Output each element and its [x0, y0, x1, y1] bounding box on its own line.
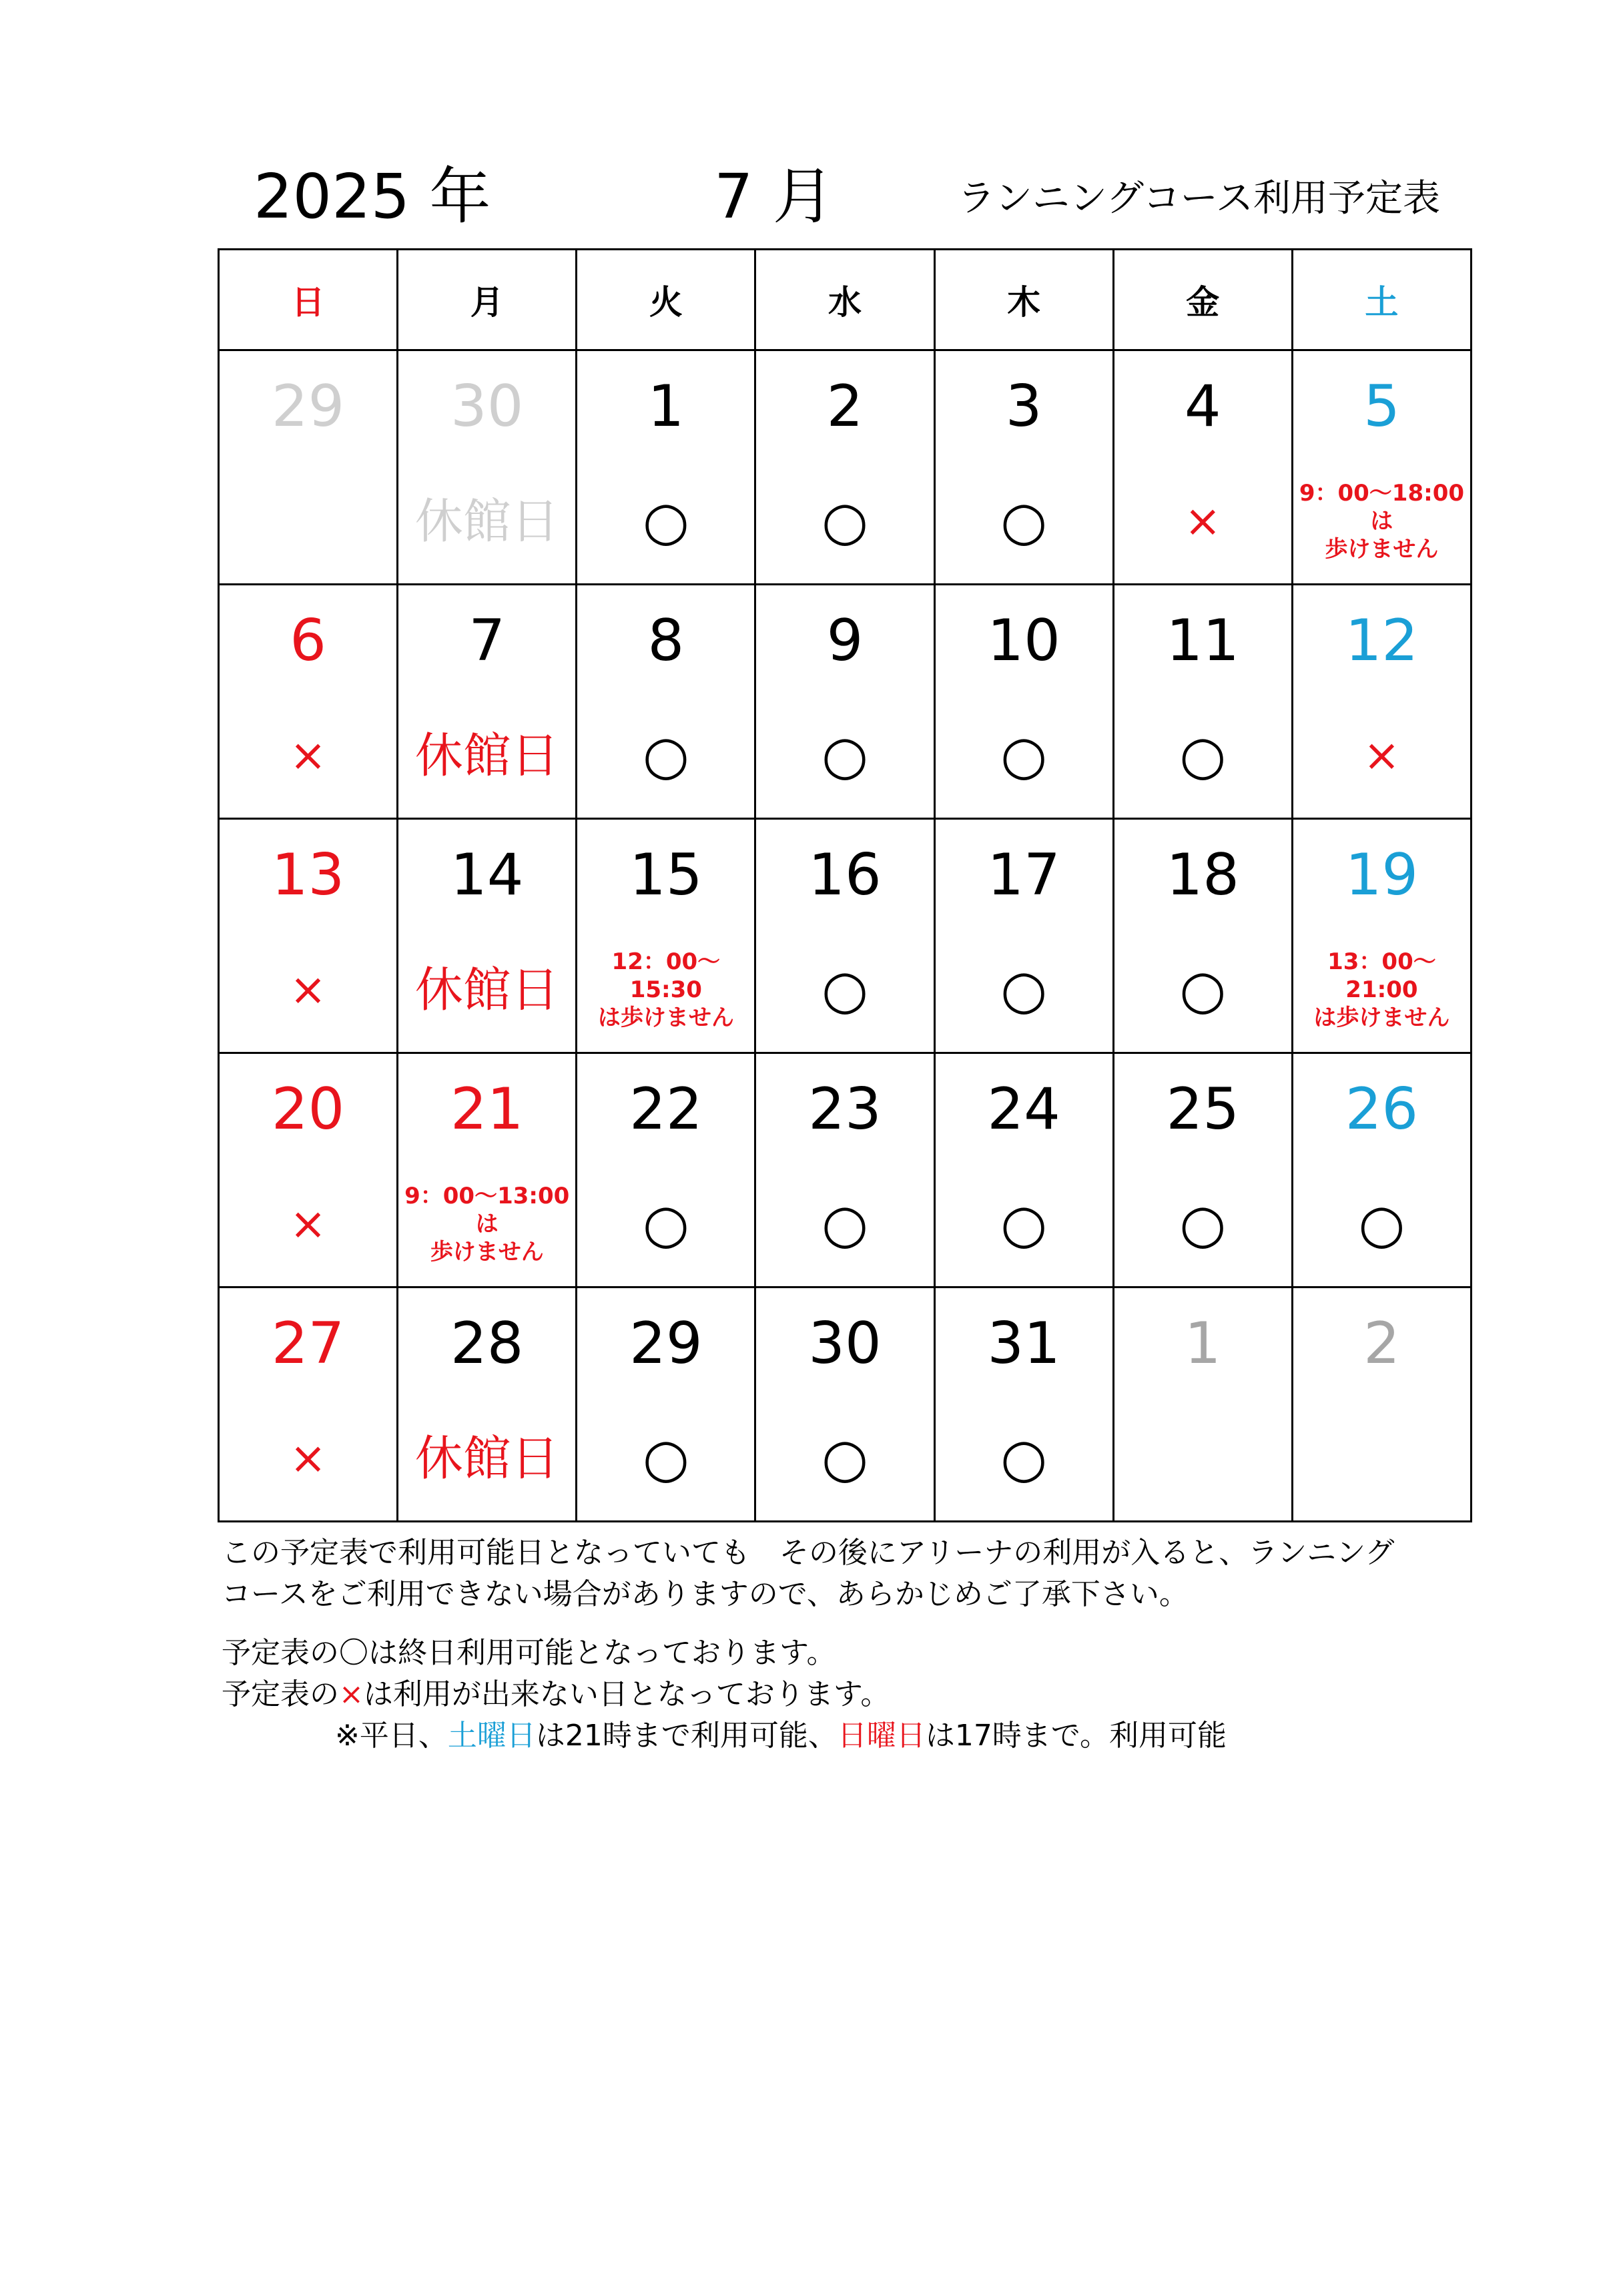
week-row [219, 350, 1472, 585]
day-cell [934, 1053, 1113, 1287]
available-mark: ○ [1179, 724, 1227, 786]
day-cell [1292, 1053, 1471, 1287]
calendar-body [219, 350, 1472, 1522]
weekday-header: 月 [398, 250, 577, 350]
available-mark: ○ [1000, 490, 1048, 552]
week-row [219, 585, 1472, 819]
day-number: 19 [1345, 842, 1419, 908]
day-number: 30 [450, 373, 524, 440]
day-number: 15 [629, 842, 703, 908]
available-mark: ○ [1358, 1193, 1405, 1255]
cross-legend: × [339, 1677, 364, 1711]
day-number: 22 [629, 1076, 703, 1143]
day-cell [934, 585, 1113, 819]
day-cell [755, 1287, 934, 1522]
day-cell [219, 819, 398, 1053]
closed-label: 休館日 [414, 1430, 559, 1486]
week-row [219, 1053, 1472, 1287]
day-cell [398, 350, 577, 585]
unavailable-mark: × [289, 730, 327, 781]
weekday-header: 水 [755, 250, 934, 350]
weekday-header: 木 [934, 250, 1113, 350]
restriction-note: 13：00～21:00 は歩けません [1313, 948, 1450, 1031]
day-number: 5 [1363, 373, 1400, 440]
day-number: 2 [1363, 1310, 1400, 1377]
day-number: 3 [1005, 373, 1042, 440]
day-cell [1113, 585, 1292, 819]
note-text: ※平日、 [335, 1719, 448, 1753]
restriction-note: 9：00～13:00は 歩けません [404, 1183, 570, 1265]
weekday-header: 土 [1292, 250, 1471, 350]
day-cell [755, 1053, 934, 1287]
available-mark: ○ [642, 724, 689, 786]
day-number: 30 [808, 1310, 882, 1377]
day-number: 1 [647, 373, 685, 440]
day-number: 8 [647, 607, 685, 674]
day-number: 6 [290, 607, 326, 674]
day-cell [577, 819, 755, 1053]
day-cell [577, 1053, 755, 1287]
day-number: 31 [987, 1310, 1060, 1377]
day-cell [577, 1287, 755, 1522]
day-cell [755, 585, 934, 819]
unavailable-mark: × [289, 964, 327, 1015]
note-line: この予定表で利用可能日となっていても その後にアリーナの利用が入ると、ランニング [222, 1536, 1395, 1570]
available-mark: ○ [822, 490, 868, 552]
day-number: 27 [271, 1310, 345, 1377]
note-line [222, 1674, 1394, 1715]
day-cell [1113, 1287, 1292, 1522]
day-number: 23 [808, 1076, 882, 1143]
day-number: 25 [1166, 1076, 1239, 1143]
note-text: は17時まで。利用可能 [925, 1719, 1227, 1753]
day-number: 24 [987, 1076, 1060, 1143]
day-cell [1113, 819, 1292, 1053]
day-number: 1 [1184, 1310, 1221, 1377]
day-cell [577, 350, 755, 585]
available-mark: ○ [1179, 958, 1227, 1021]
day-cell [934, 350, 1113, 585]
day-cell [755, 819, 934, 1053]
available-mark: ○ [642, 1427, 689, 1489]
day-cell [1292, 819, 1471, 1053]
day-cell [398, 1053, 577, 1287]
available-mark: ○ [1000, 958, 1048, 1021]
day-number: 21 [450, 1076, 524, 1143]
closed-label: 休館日 [414, 728, 559, 784]
available-mark: ○ [642, 490, 689, 552]
unavailable-mark: × [1363, 730, 1401, 781]
calendar-table [218, 248, 1472, 1522]
note-line: 予定表の〇は終日利用可能となっております。 [222, 1636, 836, 1670]
available-mark: ○ [642, 1193, 689, 1255]
day-cell [398, 585, 577, 819]
day-cell [1113, 350, 1292, 585]
day-number: 14 [450, 842, 524, 908]
note-line [222, 1715, 1394, 1757]
day-number: 26 [1345, 1076, 1419, 1143]
day-number: 20 [271, 1076, 345, 1143]
day-number: 12 [1345, 607, 1419, 674]
day-number: 2 [826, 373, 864, 440]
unavailable-mark: × [289, 1198, 327, 1249]
day-number: 18 [1166, 842, 1239, 908]
day-number: 10 [987, 607, 1060, 674]
day-number: 29 [271, 373, 345, 440]
day-cell [219, 1287, 398, 1522]
title-year: 2025 年 [254, 161, 491, 232]
weekday-header: 火 [577, 250, 755, 350]
available-mark: ○ [1000, 1427, 1048, 1489]
day-number: 11 [1166, 607, 1239, 674]
note-text: 予定表の [222, 1677, 339, 1711]
available-mark: ○ [1179, 1193, 1227, 1255]
restriction-note: 12：00～15:30 は歩けません [597, 948, 734, 1031]
day-cell [577, 585, 755, 819]
day-cell [1292, 350, 1471, 585]
weekday-header-row [219, 250, 1472, 350]
day-cell [755, 350, 934, 585]
sunday-label: 日曜日 [837, 1719, 926, 1753]
day-number: 4 [1184, 373, 1221, 440]
available-mark: ○ [822, 724, 868, 786]
day-cell [1292, 585, 1471, 819]
day-cell [219, 585, 398, 819]
day-cell [219, 350, 398, 585]
note-text: は21時まで利用可能、 [535, 1719, 838, 1753]
available-mark: ○ [822, 1427, 868, 1489]
day-number: 17 [987, 842, 1060, 908]
day-cell [1292, 1287, 1471, 1522]
day-number: 28 [450, 1310, 524, 1377]
available-mark: ○ [822, 1193, 868, 1255]
closed-label: 休館日 [414, 493, 559, 549]
day-cell [398, 1287, 577, 1522]
notes [222, 1532, 1394, 1757]
note-text: は利用が出来ない日となっております。 [363, 1677, 890, 1711]
note-line: コースをご利用できない場合がありますので、あらかじめご了承下さい。 [222, 1577, 1189, 1611]
page-title: ランニングコース利用予定表 [958, 177, 1440, 220]
title-month: 7 月 [714, 161, 834, 232]
weekday-header: 日 [219, 250, 398, 350]
available-mark: ○ [822, 958, 868, 1021]
available-mark: ○ [1000, 1193, 1048, 1255]
day-cell [219, 1053, 398, 1287]
closed-label: 休館日 [414, 962, 559, 1018]
week-row [219, 1287, 1472, 1522]
day-number: 7 [468, 607, 506, 674]
day-cell [1113, 1053, 1292, 1287]
day-cell [398, 819, 577, 1053]
day-number: 9 [826, 607, 864, 674]
unavailable-mark: × [1184, 495, 1221, 547]
saturday-label: 土曜日 [447, 1719, 536, 1753]
available-mark: ○ [1000, 724, 1048, 786]
day-number: 16 [808, 842, 882, 908]
day-number: 29 [629, 1310, 703, 1377]
day-cell [934, 1287, 1113, 1522]
week-row [219, 819, 1472, 1053]
weekday-header: 金 [1113, 250, 1292, 350]
unavailable-mark: × [289, 1432, 327, 1484]
day-number: 13 [271, 842, 345, 908]
day-cell [934, 819, 1113, 1053]
restriction-note: 9：00～18:00は 歩けません [1299, 480, 1465, 563]
